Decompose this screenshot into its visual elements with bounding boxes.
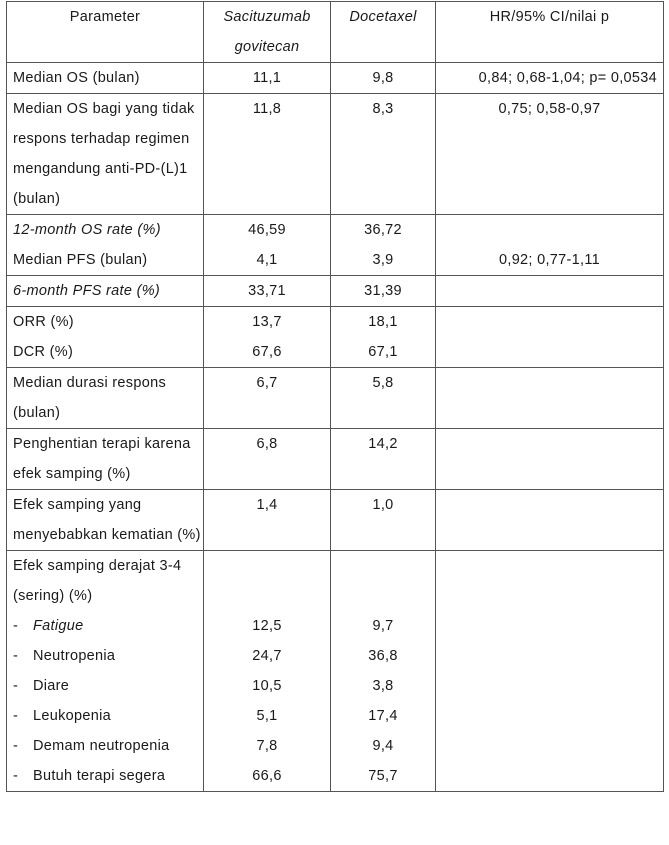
ae-name: Demam neutropenia — [33, 738, 170, 754]
header-sacituzumab: Sacituzumab govitecan — [204, 2, 331, 63]
ae-row — [7, 611, 664, 641]
ae-name: Diare — [33, 678, 70, 694]
header-docetaxel: Docetaxel — [331, 2, 436, 63]
hr-cell — [436, 490, 664, 551]
header-parameter: Parameter — [7, 2, 204, 63]
ae-row — [7, 761, 664, 792]
header-hr: HR/95% CI/nilai p — [436, 2, 664, 63]
hr-cell — [436, 337, 664, 368]
hr-cell — [436, 641, 664, 671]
doc-cell: 9,8 — [331, 63, 436, 94]
ae-dash: - — [13, 768, 19, 784]
doc-cell: 3,9 — [331, 245, 436, 276]
sg-cell: 11,8 — [204, 94, 331, 215]
table-row — [7, 337, 664, 368]
sg-cell: 11,1 — [204, 63, 331, 94]
param-cell: ORR (%) — [7, 307, 204, 338]
param-cell: Penghentian terapi karena efek samping (%) — [7, 429, 204, 490]
param-cell: 12-month OS rate (%) — [7, 215, 204, 246]
ae-name: Neutropenia — [33, 648, 116, 664]
ae-param-cell — [7, 641, 204, 671]
table-row — [7, 429, 664, 490]
table-row — [7, 551, 664, 612]
hr-cell — [436, 307, 664, 338]
param-cell: DCR (%) — [7, 337, 204, 368]
ae-param-cell — [7, 761, 204, 792]
hr-cell — [436, 731, 664, 761]
sg-cell: 33,71 — [204, 276, 331, 307]
table-row — [7, 215, 664, 246]
ae-dash: - — [13, 678, 19, 694]
sg-cell: 7,8 — [204, 731, 331, 761]
sg-cell: 46,59 — [204, 215, 331, 246]
hr-cell — [436, 551, 664, 612]
doc-cell: 8,3 — [331, 94, 436, 215]
sg-cell: 5,1 — [204, 701, 331, 731]
doc-cell — [331, 551, 436, 612]
ae-name: Fatigue — [33, 618, 84, 634]
hr-cell: 0,75; 0,58-0,97 — [436, 94, 664, 215]
hr-cell — [436, 761, 664, 792]
results-table — [6, 1, 664, 792]
ae-param-cell — [7, 611, 204, 641]
doc-cell: 67,1 — [331, 337, 436, 368]
doc-cell: 36,8 — [331, 641, 436, 671]
ae-dash: - — [13, 738, 19, 754]
ae-param-cell — [7, 671, 204, 701]
doc-cell: 1,0 — [331, 490, 436, 551]
table-row — [7, 276, 664, 307]
sg-cell: 6,7 — [204, 368, 331, 429]
ae-row — [7, 701, 664, 731]
hr-cell — [436, 429, 664, 490]
ae-row — [7, 731, 664, 761]
ae-dash: - — [13, 708, 19, 724]
hr-cell — [436, 215, 664, 246]
ae-param-cell — [7, 701, 204, 731]
table-row — [7, 245, 664, 276]
param-cell: Median OS (bulan) — [7, 63, 204, 94]
doc-cell: 75,7 — [331, 761, 436, 792]
doc-cell: 5,8 — [331, 368, 436, 429]
sg-cell: 4,1 — [204, 245, 331, 276]
hr-cell — [436, 701, 664, 731]
hr-cell — [436, 276, 664, 307]
sg-cell: 66,6 — [204, 761, 331, 792]
doc-cell: 36,72 — [331, 215, 436, 246]
param-cell: Median OS bagi yang tidak respons terhadap regimen mengandung anti-PD-(L)1 (bulan) — [7, 94, 204, 215]
doc-cell: 9,7 — [331, 611, 436, 641]
sg-cell: 1,4 — [204, 490, 331, 551]
doc-cell: 3,8 — [331, 671, 436, 701]
doc-cell: 9,4 — [331, 731, 436, 761]
sg-cell: 67,6 — [204, 337, 331, 368]
table-row — [7, 368, 664, 429]
sg-cell — [204, 551, 331, 612]
hr-cell — [436, 671, 664, 701]
doc-cell: 31,39 — [331, 276, 436, 307]
param-cell: Median PFS (bulan) — [7, 245, 204, 276]
ae-dash: - — [13, 648, 19, 664]
sg-cell: 24,7 — [204, 641, 331, 671]
sg-cell: 13,7 — [204, 307, 331, 338]
table-row — [7, 490, 664, 551]
param-cell: 6-month PFS rate (%) — [7, 276, 204, 307]
param-cell: Median durasi respons (bulan) — [7, 368, 204, 429]
doc-cell: 14,2 — [331, 429, 436, 490]
sg-cell: 12,5 — [204, 611, 331, 641]
table-row — [7, 94, 664, 215]
sg-cell: 10,5 — [204, 671, 331, 701]
table-row — [7, 307, 664, 338]
doc-cell: 18,1 — [331, 307, 436, 338]
param-cell: Efek samping derajat 3-4 (sering) (%) — [7, 551, 204, 612]
doc-cell: 17,4 — [331, 701, 436, 731]
ae-name: Butuh terapi segera — [33, 768, 166, 784]
table-row — [7, 63, 664, 94]
ae-row — [7, 641, 664, 671]
ae-param-cell — [7, 731, 204, 761]
hr-cell: 0,84; 0,68-1,04; p= 0,0534 — [436, 63, 664, 94]
sg-cell: 6,8 — [204, 429, 331, 490]
hr-cell — [436, 611, 664, 641]
ae-row — [7, 671, 664, 701]
hr-cell — [436, 368, 664, 429]
header-row — [7, 2, 664, 63]
hr-cell: 0,92; 0,77-1,11 — [436, 245, 664, 276]
param-cell: Efek samping yang menyebabkan kematian (%) — [7, 490, 204, 551]
ae-dash: - — [13, 618, 19, 634]
ae-name: Leukopenia — [33, 708, 111, 724]
